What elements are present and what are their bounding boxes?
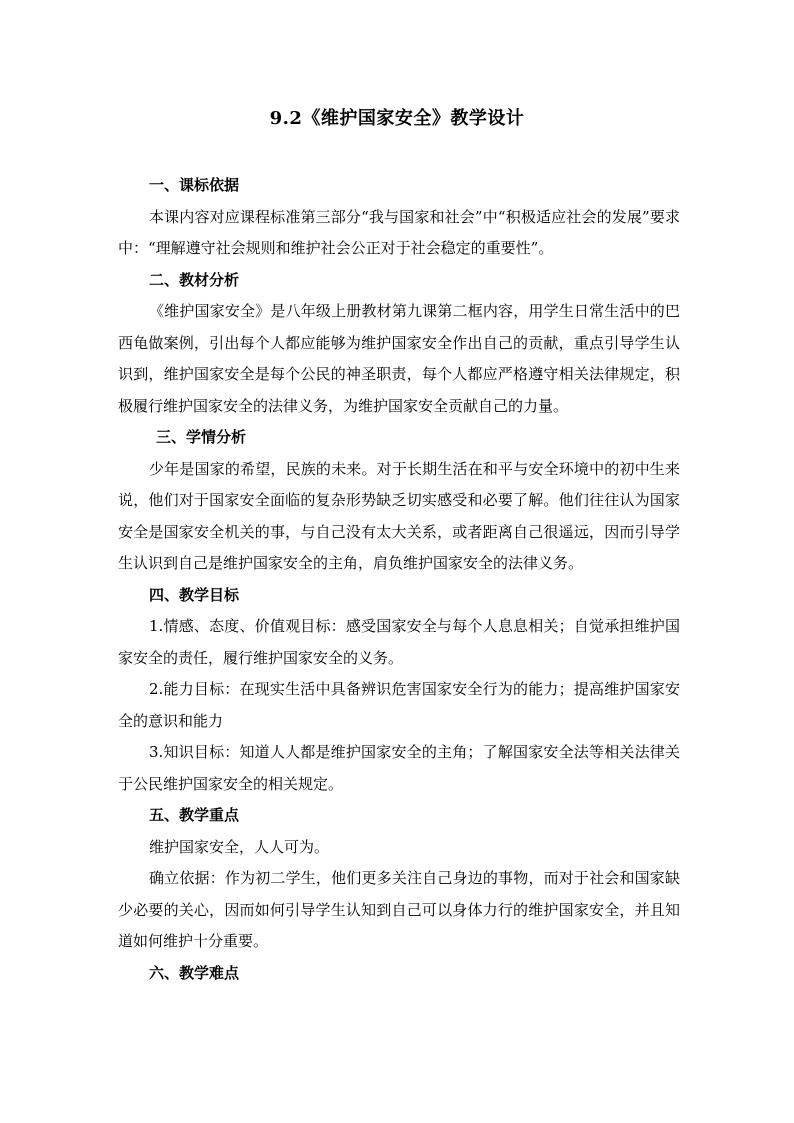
paragraph: 《维护国家安全》是八年级上册教材第九课第二框内容，用学生日常生活中的巴西龟做案例，引出每个人都应能够为维护国家安全作出自己的贡献，重点引导学生认识到，维护国家安全是每个公民的神圣职责，每个人都应严格遵守相关法律规定，积极履行维护国家安全的法律义务，为维护国家安全贡献自己的力量。 xyxy=(118,302,680,415)
paragraph: 1.情感、态度、价值观目标：感受国家安全与每个人息息相关；自觉承担维护国家安全的责任，履行维护国家安全的义务。 xyxy=(118,617,680,667)
section-heading-learner-analysis: 三、学情分析 xyxy=(156,428,247,446)
paragraph: 本课内容对应课程标准第三部分“我与国家和社会”中“积极适应社会的发展”要求中：“理解遵守社会规则和维护社会公正对于社会稳定的重要性”。 xyxy=(118,207,680,257)
section-heading-teaching-objectives: 四、教学目标 xyxy=(149,585,240,604)
section-heading-curriculum-basis: 一、课标依据 xyxy=(149,176,240,194)
document-title: 9.2《维护国家安全》教学设计 xyxy=(269,108,525,129)
section-heading-teaching-focus: 五、教学重点 xyxy=(149,806,240,824)
section-heading-teaching-difficulty: 六、教学难点 xyxy=(149,963,240,982)
paragraph: 少年是国家的希望，民族的未来。对于长期生活在和平与安全环境中的初中生来说，他们对于国家安全面临的复杂形势缺乏切实感受和必要了解。他们往往认为国家安全是国家安全机关的事，与自己没有太大关系，或者距离自己很遥远，因而引导学生认识到自己是维护国家安全的主角，肩负维护国家安全的法律义务。 xyxy=(118,459,680,572)
document-body xyxy=(118,170,680,989)
paragraph: 维护国家安全，人人可为。 xyxy=(149,837,330,856)
paragraph: 3.知识目标：知道人人都是维护国家安全的主角；了解国家安全法等相关法律关于公民维护国家安全的相关规定。 xyxy=(118,743,680,793)
paragraph: 2.能力目标：在现实生活中具备辨识危害国家安全行为的能力；提高维护国家安全的意识和能力 xyxy=(118,680,680,730)
paragraph: 确立依据：作为初二学生，他们更多关注自己身边的事物，而对于社会和国家缺少必要的关心，因而如何引导学生认知到自己可以身体力行的维护国家安全，并且知道如何维护十分重要。 xyxy=(118,869,680,950)
section-heading-textbook-analysis: 二、教材分析 xyxy=(149,270,240,289)
